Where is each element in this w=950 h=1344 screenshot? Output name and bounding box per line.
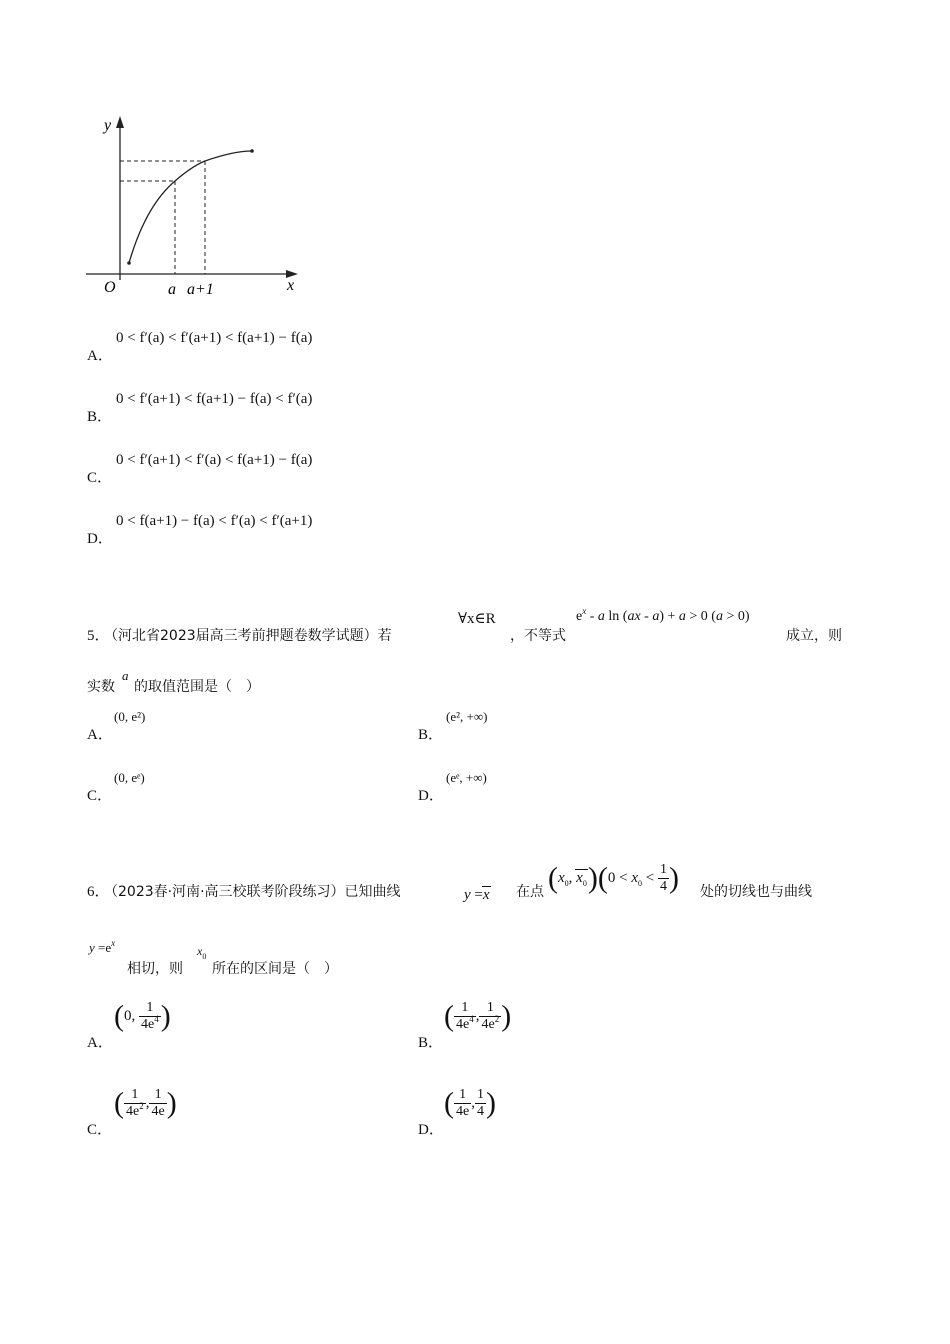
q6-curve2: $y =e^x$: [89, 938, 116, 955]
q6-curve: y =x: [464, 887, 490, 903]
q6-option-a-expr: (0, $\frac{1}{4e^4}$ ): [114, 999, 171, 1033]
q6-point-and-condition: ($x_0$, $x_0)(0 < x_0$ < $\frac{1}{4}$ ): [548, 861, 679, 895]
q5-option-d-label: D．: [418, 788, 444, 804]
q6-option-c-expr: ( $\frac{1}{4e^2}$ , $\frac{1}{4e}$ ): [114, 1086, 177, 1120]
q6-option-b-label: B．: [418, 1035, 444, 1051]
q6-line2-mid: 相切，则: [127, 961, 183, 977]
q5-condition: ∀x∈R: [458, 611, 496, 627]
q5-number: 5．: [87, 628, 110, 644]
q5-option-b-expr: (e², +∞): [446, 709, 488, 724]
q5-source: （河北省2023届高三考前押题卷数学试题）若: [104, 628, 392, 644]
q6-number: 6．: [87, 884, 110, 900]
q6-post: 处的切线也与曲线: [700, 884, 812, 900]
x-axis-label: x: [287, 277, 295, 294]
tick-a-label: a: [168, 281, 176, 298]
q5-option-c-label: C．: [87, 788, 113, 804]
q6-at-point: 在点: [516, 884, 544, 900]
y-axis-label: y: [104, 117, 112, 134]
q5-mid-text: ，不等式: [510, 628, 566, 644]
q6-option-d-expr: ( $\frac{1}{4e}$ , $\frac{1}{4}$ ): [444, 1086, 496, 1120]
q5-option-d-expr: (eᵉ, +∞): [446, 770, 487, 785]
function-graph: [80, 110, 310, 305]
q6-variable-x0: $x_0$: [197, 944, 207, 961]
q4-option-d-label: D．: [87, 531, 113, 547]
q4-option-c-expr: 0 < f′(a+1) < f′(a) < f(a+1) − f(a): [116, 452, 313, 468]
q5-ineq-tail: 成立，则: [786, 628, 842, 644]
q6-option-b-expr: ( $\frac{1}{4e^4}$ , $\frac{1}{4e^2}$ ): [444, 999, 512, 1033]
q4-option-b-expr: 0 < f′(a+1) < f(a+1) − f(a) < f′(a): [116, 391, 313, 407]
q6-line2-post: 所在的区间是（ ）: [212, 961, 338, 977]
q6-option-d-label: D．: [418, 1122, 444, 1138]
q5-line2-pre: 实数: [87, 679, 115, 695]
q5-inequality: $e^x$ - a ln (ax - a) + a > 0 (a > 0): [576, 606, 750, 624]
q4-option-b-label: B．: [87, 409, 113, 425]
q5-variable-a: a: [122, 668, 129, 683]
q5-option-b-label: B．: [418, 727, 444, 743]
origin-label: O: [104, 279, 116, 296]
q5-line2-post: 的取值范围是（ ）: [134, 679, 260, 695]
q6-option-c-label: C．: [87, 1122, 113, 1138]
q4-option-d-expr: 0 < f(a+1) − f(a) < f′(a) < f′(a+1): [116, 513, 313, 529]
q5-option-a-label: A．: [87, 727, 113, 743]
q6-option-a-label: A．: [87, 1035, 113, 1051]
function-curve: [129, 151, 252, 263]
q4-option-c-label: C．: [87, 470, 113, 486]
y-axis-arrow: [116, 116, 124, 128]
q4-option-a-label: A．: [87, 348, 113, 364]
curve-end-point: [250, 149, 254, 153]
q5-option-c-expr: (0, eᵉ): [114, 770, 145, 785]
tick-a1-label: a+1: [187, 281, 214, 298]
q5-option-a-expr: (0, e²): [114, 709, 146, 724]
q4-option-a-expr: 0 < f′(a) < f′(a+1) < f(a+1) − f(a): [116, 330, 313, 346]
curve-start-point: [127, 261, 131, 265]
q6-source: （2023春·河南·高三校联考阶段练习）已知曲线: [104, 884, 401, 900]
